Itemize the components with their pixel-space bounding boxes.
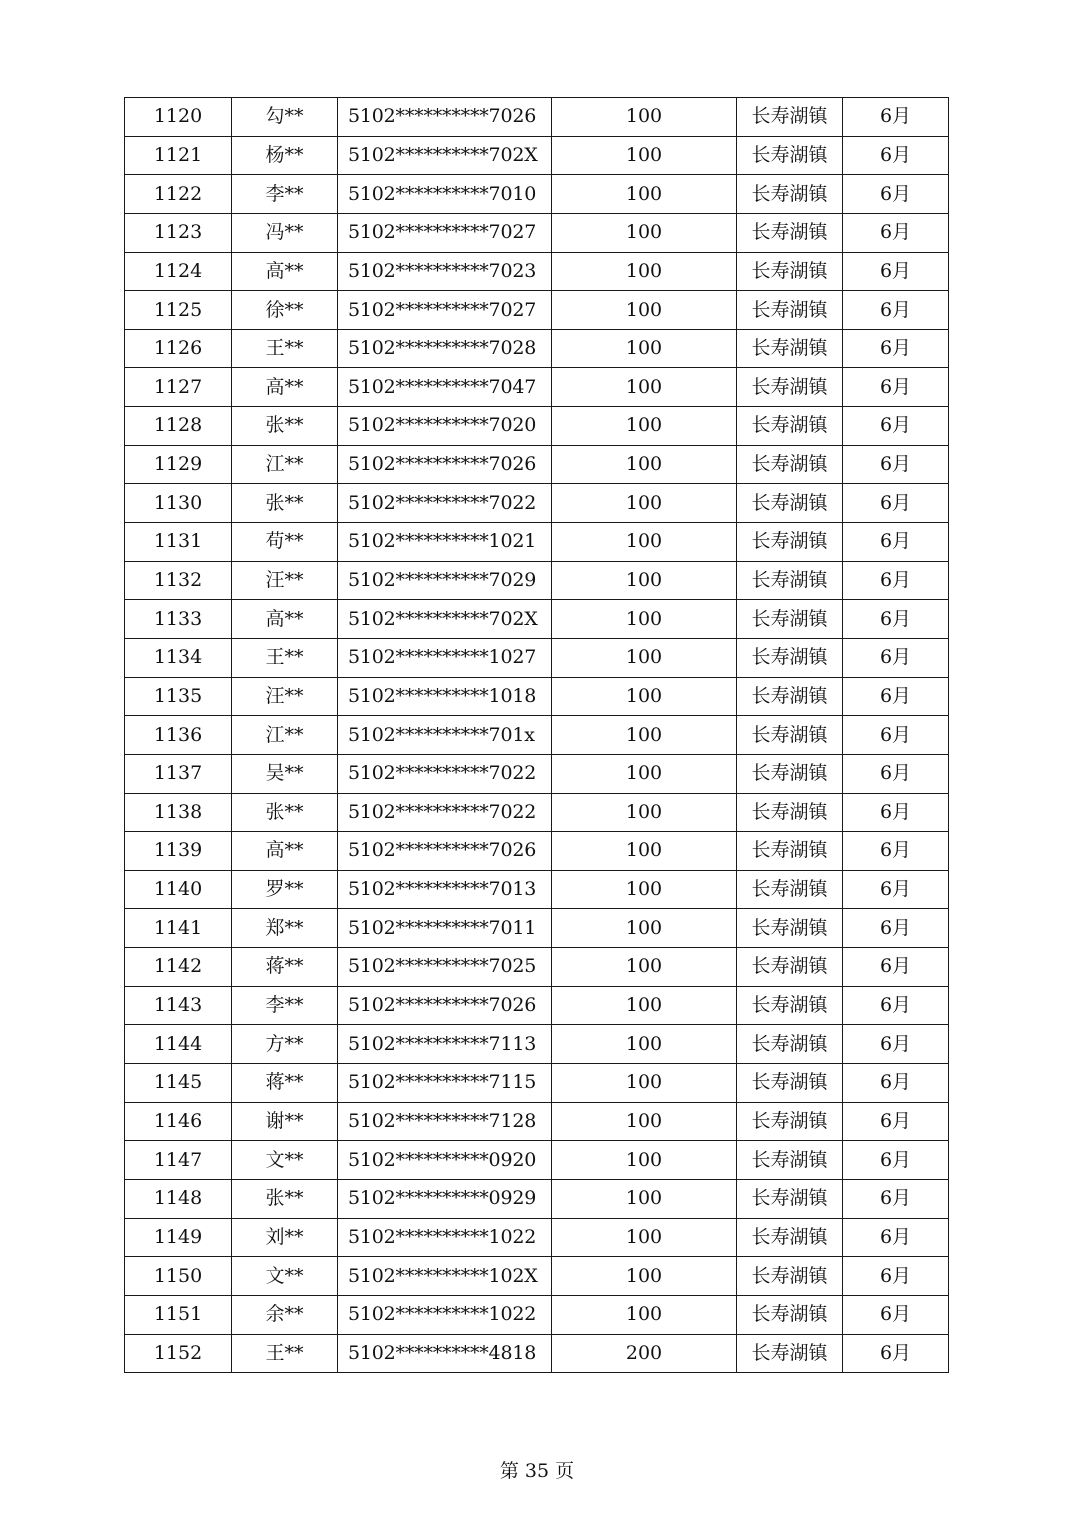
cell-serial-number: 1129 (125, 445, 232, 484)
table-row (125, 1025, 949, 1064)
cell-month: 6月 (843, 948, 949, 987)
cell-amount: 100 (552, 1257, 737, 1296)
cell-town: 长寿湖镇 (737, 98, 843, 137)
cell-id-number: 5102**********7027 (338, 291, 552, 330)
cell-serial-number: 1147 (125, 1141, 232, 1180)
cell-town: 长寿湖镇 (737, 291, 843, 330)
cell-town: 长寿湖镇 (737, 1257, 843, 1296)
cell-amount: 100 (552, 1064, 737, 1103)
cell-amount: 100 (552, 677, 737, 716)
table-row (125, 213, 949, 252)
table-row (125, 445, 949, 484)
cell-amount: 100 (552, 523, 737, 562)
cell-month: 6月 (843, 445, 949, 484)
cell-town: 长寿湖镇 (737, 716, 843, 755)
cell-name: 蒋** (232, 1064, 338, 1103)
cell-id-number: 5102**********1027 (338, 638, 552, 677)
cell-serial-number: 1127 (125, 368, 232, 407)
cell-month: 6月 (843, 600, 949, 639)
roster-table (124, 97, 949, 1373)
cell-serial-number: 1125 (125, 291, 232, 330)
table-row (125, 948, 949, 987)
cell-id-number: 5102**********7113 (338, 1025, 552, 1064)
cell-amount: 100 (552, 638, 737, 677)
cell-serial-number: 1128 (125, 407, 232, 446)
cell-id-number: 5102**********701x (338, 716, 552, 755)
table-row (125, 1102, 949, 1141)
table-row (125, 1141, 949, 1180)
cell-name: 文** (232, 1257, 338, 1296)
cell-name: 张** (232, 407, 338, 446)
cell-id-number: 5102**********4818 (338, 1334, 552, 1373)
cell-id-number: 5102**********1022 (338, 1218, 552, 1257)
cell-amount: 100 (552, 291, 737, 330)
cell-id-number: 5102**********102X (338, 1257, 552, 1296)
table-row (125, 600, 949, 639)
cell-name: 张** (232, 484, 338, 523)
table-row (125, 638, 949, 677)
cell-month: 6月 (843, 1179, 949, 1218)
cell-town: 长寿湖镇 (737, 1179, 843, 1218)
cell-serial-number: 1137 (125, 754, 232, 793)
cell-id-number: 5102**********7026 (338, 98, 552, 137)
footer-prefix: 第 (499, 1460, 519, 1482)
cell-town: 长寿湖镇 (737, 793, 843, 832)
cell-town: 长寿湖镇 (737, 600, 843, 639)
cell-name: 蒋** (232, 948, 338, 987)
cell-serial-number: 1151 (125, 1295, 232, 1334)
table-row (125, 754, 949, 793)
cell-month: 6月 (843, 98, 949, 137)
cell-name: 汪** (232, 561, 338, 600)
cell-serial-number: 1122 (125, 175, 232, 214)
cell-serial-number: 1124 (125, 252, 232, 291)
cell-serial-number: 1152 (125, 1334, 232, 1373)
cell-serial-number: 1126 (125, 329, 232, 368)
cell-month: 6月 (843, 1025, 949, 1064)
cell-amount: 100 (552, 1025, 737, 1064)
cell-serial-number: 1145 (125, 1064, 232, 1103)
cell-id-number: 5102**********1021 (338, 523, 552, 562)
cell-id-number: 5102**********7026 (338, 445, 552, 484)
cell-amount: 100 (552, 1218, 737, 1257)
cell-id-number: 5102**********7026 (338, 832, 552, 871)
cell-town: 长寿湖镇 (737, 136, 843, 175)
cell-id-number: 5102**********7010 (338, 175, 552, 214)
cell-name: 刘** (232, 1218, 338, 1257)
footer-suffix: 页 (555, 1460, 575, 1482)
cell-amount: 100 (552, 329, 737, 368)
cell-town: 长寿湖镇 (737, 484, 843, 523)
cell-amount: 100 (552, 600, 737, 639)
cell-month: 6月 (843, 1141, 949, 1180)
cell-name: 苟** (232, 523, 338, 562)
cell-amount: 200 (552, 1334, 737, 1373)
cell-town: 长寿湖镇 (737, 832, 843, 871)
cell-name: 杨** (232, 136, 338, 175)
cell-town: 长寿湖镇 (737, 252, 843, 291)
cell-amount: 100 (552, 832, 737, 871)
cell-month: 6月 (843, 407, 949, 446)
cell-serial-number: 1130 (125, 484, 232, 523)
table-row (125, 677, 949, 716)
cell-month: 6月 (843, 368, 949, 407)
table-row (125, 561, 949, 600)
cell-amount: 100 (552, 98, 737, 137)
table-row (125, 175, 949, 214)
cell-name: 勾** (232, 98, 338, 137)
cell-town: 长寿湖镇 (737, 1334, 843, 1373)
cell-serial-number: 1133 (125, 600, 232, 639)
cell-town: 长寿湖镇 (737, 523, 843, 562)
cell-id-number: 5102**********7022 (338, 793, 552, 832)
cell-serial-number: 1144 (125, 1025, 232, 1064)
cell-amount: 100 (552, 136, 737, 175)
cell-name: 谢** (232, 1102, 338, 1141)
cell-month: 6月 (843, 716, 949, 755)
cell-id-number: 5102**********7022 (338, 754, 552, 793)
cell-amount: 100 (552, 445, 737, 484)
cell-town: 长寿湖镇 (737, 368, 843, 407)
cell-town: 长寿湖镇 (737, 1064, 843, 1103)
cell-amount: 100 (552, 986, 737, 1025)
cell-id-number: 5102**********7020 (338, 407, 552, 446)
cell-serial-number: 1141 (125, 909, 232, 948)
cell-name: 方** (232, 1025, 338, 1064)
cell-amount: 100 (552, 1295, 737, 1334)
cell-name: 余** (232, 1295, 338, 1334)
cell-name: 徐** (232, 291, 338, 330)
cell-name: 高** (232, 600, 338, 639)
cell-amount: 100 (552, 754, 737, 793)
cell-id-number: 5102**********7022 (338, 484, 552, 523)
cell-town: 长寿湖镇 (737, 1218, 843, 1257)
footer-page-number: 35 (524, 1460, 550, 1482)
cell-id-number: 5102**********7027 (338, 213, 552, 252)
table-row (125, 716, 949, 755)
cell-name: 江** (232, 716, 338, 755)
cell-id-number: 5102**********1018 (338, 677, 552, 716)
table-row (125, 136, 949, 175)
table-row (125, 252, 949, 291)
cell-month: 6月 (843, 1257, 949, 1296)
cell-id-number: 5102**********702X (338, 600, 552, 639)
table-row (125, 870, 949, 909)
table-row (125, 832, 949, 871)
cell-month: 6月 (843, 832, 949, 871)
cell-serial-number: 1139 (125, 832, 232, 871)
cell-amount: 100 (552, 1141, 737, 1180)
table-row (125, 1218, 949, 1257)
cell-town: 长寿湖镇 (737, 445, 843, 484)
cell-name: 王** (232, 329, 338, 368)
cell-town: 长寿湖镇 (737, 329, 843, 368)
cell-amount: 100 (552, 716, 737, 755)
cell-month: 6月 (843, 291, 949, 330)
cell-name: 汪** (232, 677, 338, 716)
table-row (125, 1334, 949, 1373)
cell-town: 长寿湖镇 (737, 948, 843, 987)
cell-amount: 100 (552, 484, 737, 523)
cell-serial-number: 1149 (125, 1218, 232, 1257)
cell-amount: 100 (552, 368, 737, 407)
table-row (125, 368, 949, 407)
cell-month: 6月 (843, 484, 949, 523)
table-row (125, 793, 949, 832)
cell-name: 郑** (232, 909, 338, 948)
cell-month: 6月 (843, 523, 949, 562)
cell-town: 长寿湖镇 (737, 754, 843, 793)
cell-town: 长寿湖镇 (737, 561, 843, 600)
cell-name: 罗** (232, 870, 338, 909)
cell-town: 长寿湖镇 (737, 1141, 843, 1180)
cell-name: 高** (232, 252, 338, 291)
cell-month: 6月 (843, 136, 949, 175)
cell-id-number: 5102**********7029 (338, 561, 552, 600)
table-row (125, 986, 949, 1025)
cell-amount: 100 (552, 407, 737, 446)
table-row (125, 407, 949, 446)
table-row (125, 1064, 949, 1103)
cell-name: 冯** (232, 213, 338, 252)
cell-amount: 100 (552, 1179, 737, 1218)
cell-month: 6月 (843, 986, 949, 1025)
cell-name: 王** (232, 1334, 338, 1373)
cell-serial-number: 1143 (125, 986, 232, 1025)
cell-serial-number: 1136 (125, 716, 232, 755)
cell-amount: 100 (552, 175, 737, 214)
cell-name: 张** (232, 793, 338, 832)
cell-id-number: 5102**********702X (338, 136, 552, 175)
table-row (125, 98, 949, 137)
cell-serial-number: 1121 (125, 136, 232, 175)
cell-month: 6月 (843, 870, 949, 909)
cell-name: 吴** (232, 754, 338, 793)
cell-name: 李** (232, 175, 338, 214)
cell-month: 6月 (843, 677, 949, 716)
cell-name: 江** (232, 445, 338, 484)
cell-amount: 100 (552, 870, 737, 909)
cell-town: 长寿湖镇 (737, 677, 843, 716)
cell-month: 6月 (843, 213, 949, 252)
cell-id-number: 5102**********7047 (338, 368, 552, 407)
cell-month: 6月 (843, 754, 949, 793)
cell-month: 6月 (843, 175, 949, 214)
cell-amount: 100 (552, 948, 737, 987)
table-row (125, 909, 949, 948)
cell-name: 李** (232, 986, 338, 1025)
cell-id-number: 5102**********7013 (338, 870, 552, 909)
table-row (125, 1179, 949, 1218)
cell-serial-number: 1135 (125, 677, 232, 716)
table-row (125, 1257, 949, 1296)
cell-month: 6月 (843, 561, 949, 600)
cell-town: 长寿湖镇 (737, 986, 843, 1025)
cell-serial-number: 1148 (125, 1179, 232, 1218)
cell-town: 长寿湖镇 (737, 870, 843, 909)
cell-serial-number: 1123 (125, 213, 232, 252)
cell-serial-number: 1120 (125, 98, 232, 137)
cell-name: 王** (232, 638, 338, 677)
cell-town: 长寿湖镇 (737, 1025, 843, 1064)
cell-serial-number: 1134 (125, 638, 232, 677)
cell-town: 长寿湖镇 (737, 638, 843, 677)
cell-month: 6月 (843, 793, 949, 832)
cell-month: 6月 (843, 1218, 949, 1257)
cell-id-number: 5102**********7115 (338, 1064, 552, 1103)
cell-month: 6月 (843, 252, 949, 291)
cell-town: 长寿湖镇 (737, 213, 843, 252)
cell-id-number: 5102**********0920 (338, 1141, 552, 1180)
cell-serial-number: 1131 (125, 523, 232, 562)
cell-id-number: 5102**********7023 (338, 252, 552, 291)
cell-town: 长寿湖镇 (737, 407, 843, 446)
cell-serial-number: 1140 (125, 870, 232, 909)
cell-month: 6月 (843, 1102, 949, 1141)
cell-town: 长寿湖镇 (737, 909, 843, 948)
cell-serial-number: 1146 (125, 1102, 232, 1141)
cell-amount: 100 (552, 793, 737, 832)
cell-name: 高** (232, 368, 338, 407)
cell-amount: 100 (552, 252, 737, 291)
cell-id-number: 5102**********7028 (338, 329, 552, 368)
table-row (125, 1295, 949, 1334)
table-row (125, 291, 949, 330)
cell-month: 6月 (843, 1064, 949, 1103)
cell-serial-number: 1150 (125, 1257, 232, 1296)
table-row (125, 329, 949, 368)
cell-name: 张** (232, 1179, 338, 1218)
cell-month: 6月 (843, 909, 949, 948)
cell-amount: 100 (552, 1102, 737, 1141)
page-footer (0, 1456, 1074, 1483)
cell-id-number: 5102**********7128 (338, 1102, 552, 1141)
cell-amount: 100 (552, 909, 737, 948)
cell-month: 6月 (843, 638, 949, 677)
cell-town: 长寿湖镇 (737, 1102, 843, 1141)
cell-name: 文** (232, 1141, 338, 1180)
cell-amount: 100 (552, 561, 737, 600)
cell-town: 长寿湖镇 (737, 175, 843, 214)
cell-id-number: 5102**********7025 (338, 948, 552, 987)
cell-id-number: 5102**********0929 (338, 1179, 552, 1218)
roster-table-body (125, 98, 949, 1373)
cell-month: 6月 (843, 1334, 949, 1373)
cell-serial-number: 1138 (125, 793, 232, 832)
cell-id-number: 5102**********1022 (338, 1295, 552, 1334)
table-row (125, 523, 949, 562)
cell-month: 6月 (843, 329, 949, 368)
cell-month: 6月 (843, 1295, 949, 1334)
cell-town: 长寿湖镇 (737, 1295, 843, 1334)
cell-serial-number: 1132 (125, 561, 232, 600)
cell-name: 高** (232, 832, 338, 871)
cell-amount: 100 (552, 213, 737, 252)
cell-id-number: 5102**********7011 (338, 909, 552, 948)
cell-serial-number: 1142 (125, 948, 232, 987)
cell-id-number: 5102**********7026 (338, 986, 552, 1025)
table-row (125, 484, 949, 523)
